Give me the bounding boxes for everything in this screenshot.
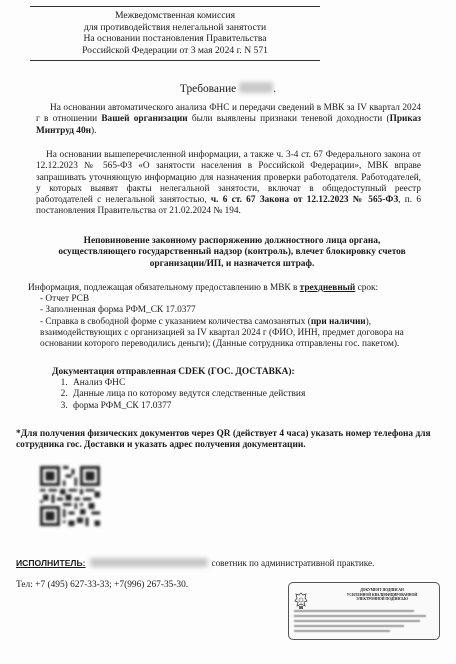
document-header <box>30 6 320 56</box>
document-title: Требование . <box>179 83 277 95</box>
qr-code[interactable] <box>40 466 100 526</box>
header-top-rule <box>30 6 320 7</box>
stamp-detail-line <box>294 610 414 612</box>
stamp-detail-line <box>294 630 390 632</box>
sent-document-item: 3. форма РФМ_СК 17.0377 <box>70 401 392 412</box>
sent-document-item: 1. Анализ ФНС <box>70 378 392 389</box>
stamp-detail-line <box>294 620 420 622</box>
stamp-certificate-details <box>294 610 434 635</box>
intro-text-2: срок: <box>355 283 379 293</box>
paragraph-analysis-text-2: были выявлены признаки теневой доходности ( <box>187 114 390 125</box>
intro-text-1: Информация, подлежащая обязательному предоставлению в МВК в <box>28 283 300 293</box>
executor-role: советник по административной практике. <box>211 558 375 568</box>
paragraph-legal-bold: ч. 6 ст. 67 Закона от 12.12.2023 № 565-ФЗ <box>210 195 399 206</box>
sent-documents-block <box>52 367 392 412</box>
title-text: Требование <box>179 83 237 95</box>
certificate-text-2: ), взаимодействующих с организацией за IV квартал 2024 г (ФИО, ИНН, предмет договора на основании которого переводились деньги); (Данные сотрудника отправлены гос. пакетом). <box>40 316 404 350</box>
electronic-signature-stamp <box>288 582 440 640</box>
warning-block: Неповиновение законному распоряжению должностного лица органа, осуществляющего государственный надзор (контроль), влечет блокировку счетов организации/ИП, и назначется штраф. <box>58 236 406 269</box>
paragraph-analysis <box>36 103 421 137</box>
required-item-rsv: - Отчет РСВ <box>40 294 90 305</box>
contact-phones: Тел: +7 (495) 627-33-33; +7(996) 267-35-30. <box>16 580 189 590</box>
required-info-block <box>28 283 423 350</box>
header-line-2: для противодействия нелегальной занятости <box>83 21 267 33</box>
redacted-executor-name <box>90 558 208 567</box>
paragraph-legal-text-2: , п. 6 постановления Правительства от 21.02.2024 № 194. <box>36 195 421 217</box>
required-item-certificate <box>28 317 423 351</box>
stamp-title-line: ДОКУМЕНТ ПОДПИСАН <box>360 588 404 592</box>
qr-instructions: *Для получения физических документов через QR (действует 4 часа) указать номер телефона для сотрудника гос. Доставки и указать адрес получения документации. <box>16 429 431 451</box>
executor-line <box>16 558 374 569</box>
stamp-title <box>329 588 435 602</box>
redacted-number <box>239 82 273 93</box>
required-info-intro <box>28 283 423 294</box>
paragraph-analysis-text-3: ). <box>90 125 97 136</box>
certificate-text-1: - Справка в свободной форме с указанием количества самозанятых ( <box>40 316 311 327</box>
paragraph-legal-basis <box>36 150 421 218</box>
paragraph-analysis-bold: Вашей организации <box>101 114 188 125</box>
header-line-4: Российской Федерации от 3 мая 2024 г. N 571 <box>82 44 268 56</box>
paragraph-legal-text-1: На основании вышеперечисленной информации, а также ч. 3-4 ст. 67 Федерального закона от 12.12.2023 № 565-ФЗ «О занятости населения в Российской Федерации», МВК вправе запрашивать уточняющую информацию для назначения проверки работодателя. Работодателей, у которых выявят факты нелегальной занятости, включат в общедоступный реестр работодателей с нелегальной занятостью, <box>36 150 421 206</box>
deadline-emphasis: трехдневный <box>299 283 356 293</box>
stamp-detail-line <box>294 625 404 627</box>
stamp-title-line: ЭЛЕКТРОННОЙ ПОДПИСЬЮ <box>356 597 408 602</box>
executor-label: ИСПОЛНИТЕЛЬ: <box>16 558 86 568</box>
header-bottom-rule <box>30 60 320 61</box>
sent-document-item: 2. Данные лица по которому ведутся следственные действия <box>70 389 392 400</box>
certificate-bold: при наличии <box>310 316 366 327</box>
stamp-title-line: УСИЛЕННОЙ КВАЛИФИЦИРОВАННОЙ <box>346 592 418 597</box>
sent-documents-list <box>52 378 392 412</box>
paragraph-analysis-order: Приказ Минтруд 40н <box>36 114 421 136</box>
header-line-1: Межведомственная комиссия <box>114 10 236 21</box>
required-item-form: - Заполненная форма РФМ_СК 17.0377 <box>40 305 196 316</box>
stamp-detail-line <box>294 615 426 617</box>
paragraph-analysis-text-1: На основании автоматического анализа ФНС и передачи сведений в МВК за IV квартал 2024 г в отношении <box>36 103 421 125</box>
header-line-3: На основании постановления Правительства <box>83 33 267 45</box>
sent-documents-title: Документация отправленная CDEK (ГОС. ДОСТАВКА): <box>52 367 295 377</box>
coat-of-arms-icon <box>294 592 308 610</box>
